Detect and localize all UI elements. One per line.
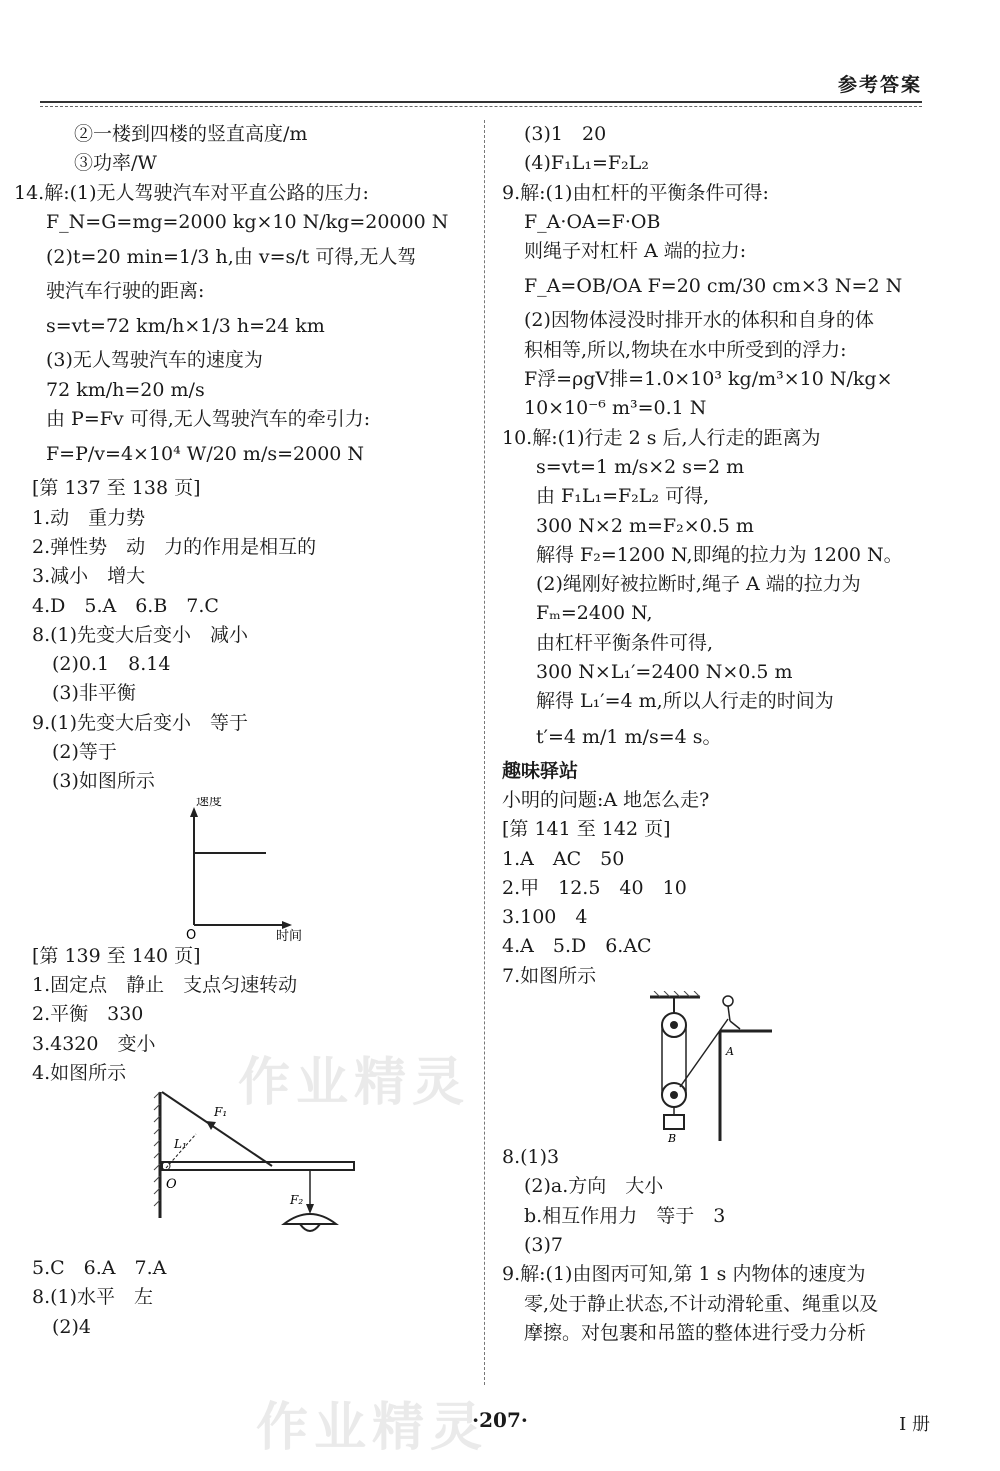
l1-label: L₁	[174, 1137, 187, 1152]
answer-line: Fₘ=2400 N,	[536, 602, 653, 625]
volume-label: Ⅰ 册	[899, 1414, 930, 1435]
answer-line: 9.解:(1)由杠杆的平衡条件可得:	[502, 181, 769, 204]
answer-line: 1.A AC 50	[502, 847, 625, 870]
answer-line: (2)等于	[52, 741, 117, 764]
answer-line: 零,处于静止状态,不计动滑轮重、绳重以及	[524, 1292, 879, 1315]
answer-line: ③功率/W	[74, 152, 157, 175]
pulley-diagram	[502, 991, 932, 1143]
answer-line: (3)无人驾驶汽车的速度为	[46, 349, 263, 372]
answer-line: (3)1 20	[524, 123, 607, 145]
answer-line: 9.解:(1)由图丙可知,第 1 s 内物体的速度为	[502, 1263, 866, 1286]
column-divider	[484, 120, 485, 1385]
pulley-figure	[502, 991, 932, 1143]
header-rule-dashed	[40, 106, 922, 107]
answer-line: s=vt=1 m/s×2 s=2 m	[536, 455, 745, 478]
answer-line: (2)t=20 min=1/3 h,由 v=s/t 可得,无人驾	[46, 246, 417, 269]
answer-line: (3)如图所示	[52, 770, 155, 793]
answer-line: 1.固定点 静止 支点匀速转动	[32, 973, 298, 996]
answer-line: 8.(1)水平 左	[32, 1286, 154, 1309]
answer-line: F_A·OA=F·OB	[524, 210, 661, 233]
label-a: A	[726, 1045, 734, 1059]
answer-line: (2)4	[52, 1315, 92, 1338]
answer-line: 3.减小 增大	[32, 565, 146, 588]
f2-label: F₂	[290, 1193, 304, 1208]
lever-diagram	[14, 1088, 474, 1254]
answer-line: 1.动 重力势	[32, 506, 146, 529]
left-column	[14, 120, 474, 1342]
answer-line: 3.100 4	[502, 906, 588, 929]
watermark: 作业精灵	[238, 1053, 471, 1113]
answer-line: 72 km/h=20 m/s	[46, 378, 205, 401]
answer-line: 小明的问题:A 地怎么走?	[502, 788, 710, 811]
watermark: 作业精灵	[256, 1398, 489, 1458]
answer-line: 由 P=Fv 可得,无人驾驶汽车的牵引力:	[46, 408, 371, 431]
page-number: ·207·	[472, 1408, 528, 1432]
answer-line: 8.(1)3	[502, 1146, 560, 1169]
right-column	[502, 120, 932, 1348]
section-heading: [第 137 至 138 页]	[32, 477, 201, 500]
answer-line: F_A=OB/OA F=20 cm/30 cm×3 N=2 N	[524, 275, 903, 298]
answer-line: 2.平衡 330	[32, 1003, 144, 1026]
answer-line: 4.D 5.A 6.B 7.C	[32, 594, 219, 617]
answer-line: 2.弹性势 动 力的作用是相互的	[32, 535, 317, 558]
answer-line: t′=4 m/1 m/s=4 s。	[536, 725, 722, 748]
answer-line: 摩擦。对包裹和吊篮的整体进行受力分析	[524, 1321, 867, 1344]
answer-line: 驶汽车行驶的距离:	[46, 280, 205, 303]
pivot-label: O	[166, 1177, 177, 1193]
speed-time-graph	[14, 797, 474, 942]
answer-line: (4)F₁L₁=F₂L₂	[524, 152, 649, 175]
speed-time-figure	[14, 797, 474, 942]
answer-line: 5.C 6.A 7.A	[32, 1257, 167, 1280]
answer-line: 积相等,所以,物块在水中所受到的浮力:	[524, 338, 847, 361]
answer-line: 8.(1)先变大后变小 减小	[32, 623, 249, 646]
answer-line: (2)0.1 8.14	[52, 653, 171, 676]
answer-line: 2.甲 12.5 40 10	[502, 876, 687, 899]
section-heading: [第 139 至 140 页]	[32, 944, 201, 967]
answer-line: 4.如图所示	[32, 1061, 127, 1084]
answer-line: 10×10⁻⁶ m³=0.1 N	[524, 397, 707, 420]
answer-line: (2)因物体浸没时排开水的体积和自身的体	[524, 309, 874, 332]
answer-line: 由 F₁L₁=F₂L₂ 可得,	[536, 485, 710, 508]
answer-line: 9.(1)先变大后变小 等于	[32, 711, 249, 734]
answer-line: 14.解:(1)无人驾驶汽车对平直公路的压力:	[14, 181, 369, 204]
label-b: B	[668, 1132, 677, 1144]
answer-line: 4.A 5.D 6.AC	[502, 935, 652, 958]
answer-line: (2)a.方向 大小	[524, 1175, 664, 1198]
answer-line: (3)7	[524, 1233, 564, 1256]
section-heading: [第 141 至 142 页]	[502, 818, 671, 841]
answer-line: 解得 F₂=1200 N,即绳的拉力为 1200 N。	[536, 543, 903, 566]
y-axis-label: 速度	[196, 796, 223, 809]
answer-line: 由杠杆平衡条件可得,	[536, 631, 714, 654]
answer-line: ②一楼到四楼的竖直高度/m	[74, 123, 308, 145]
x-axis-label: 时间	[276, 928, 303, 942]
answer-line: (3)非平衡	[52, 682, 136, 705]
header-rule	[40, 101, 922, 103]
answer-line: (2)绳刚好被拉断时,绳子 A 端的拉力为	[536, 573, 861, 596]
answer-line: b.相互作用力 等于 3	[524, 1204, 726, 1227]
answer-line: F=P/v=4×10⁴ W/20 m/s=2000 N	[46, 443, 365, 466]
answer-line: s=vt=72 km/h×1/3 h=24 km	[46, 315, 325, 338]
answer-line: 10.解:(1)行走 2 s 后,人行走的距离为	[502, 426, 821, 449]
answer-line: F浮=ρgV排=1.0×10³ kg/m³×10 N/kg×	[524, 368, 893, 391]
answer-line: 3.4320 变小	[32, 1032, 156, 1055]
origin-label: O	[186, 927, 197, 942]
lever-figure	[14, 1088, 474, 1254]
answer-line: 解得 L₁′=4 m,所以人行走的时间为	[536, 690, 834, 713]
answer-line: 300 N×L₁′=2400 N×0.5 m	[536, 661, 793, 684]
f1-label: F₁	[214, 1105, 228, 1120]
answer-line: 7.如图所示	[502, 964, 597, 987]
answer-line: F_N=G=mg=2000 kg×10 N/kg=20000 N	[46, 210, 449, 233]
answer-line: 则绳子对杠杆 A 端的拉力:	[524, 240, 747, 263]
page-header-title: 参考答案	[837, 74, 922, 96]
answer-line: 300 N×2 m=F₂×0.5 m	[536, 514, 754, 537]
section-title: 趣味驿站	[502, 759, 579, 782]
